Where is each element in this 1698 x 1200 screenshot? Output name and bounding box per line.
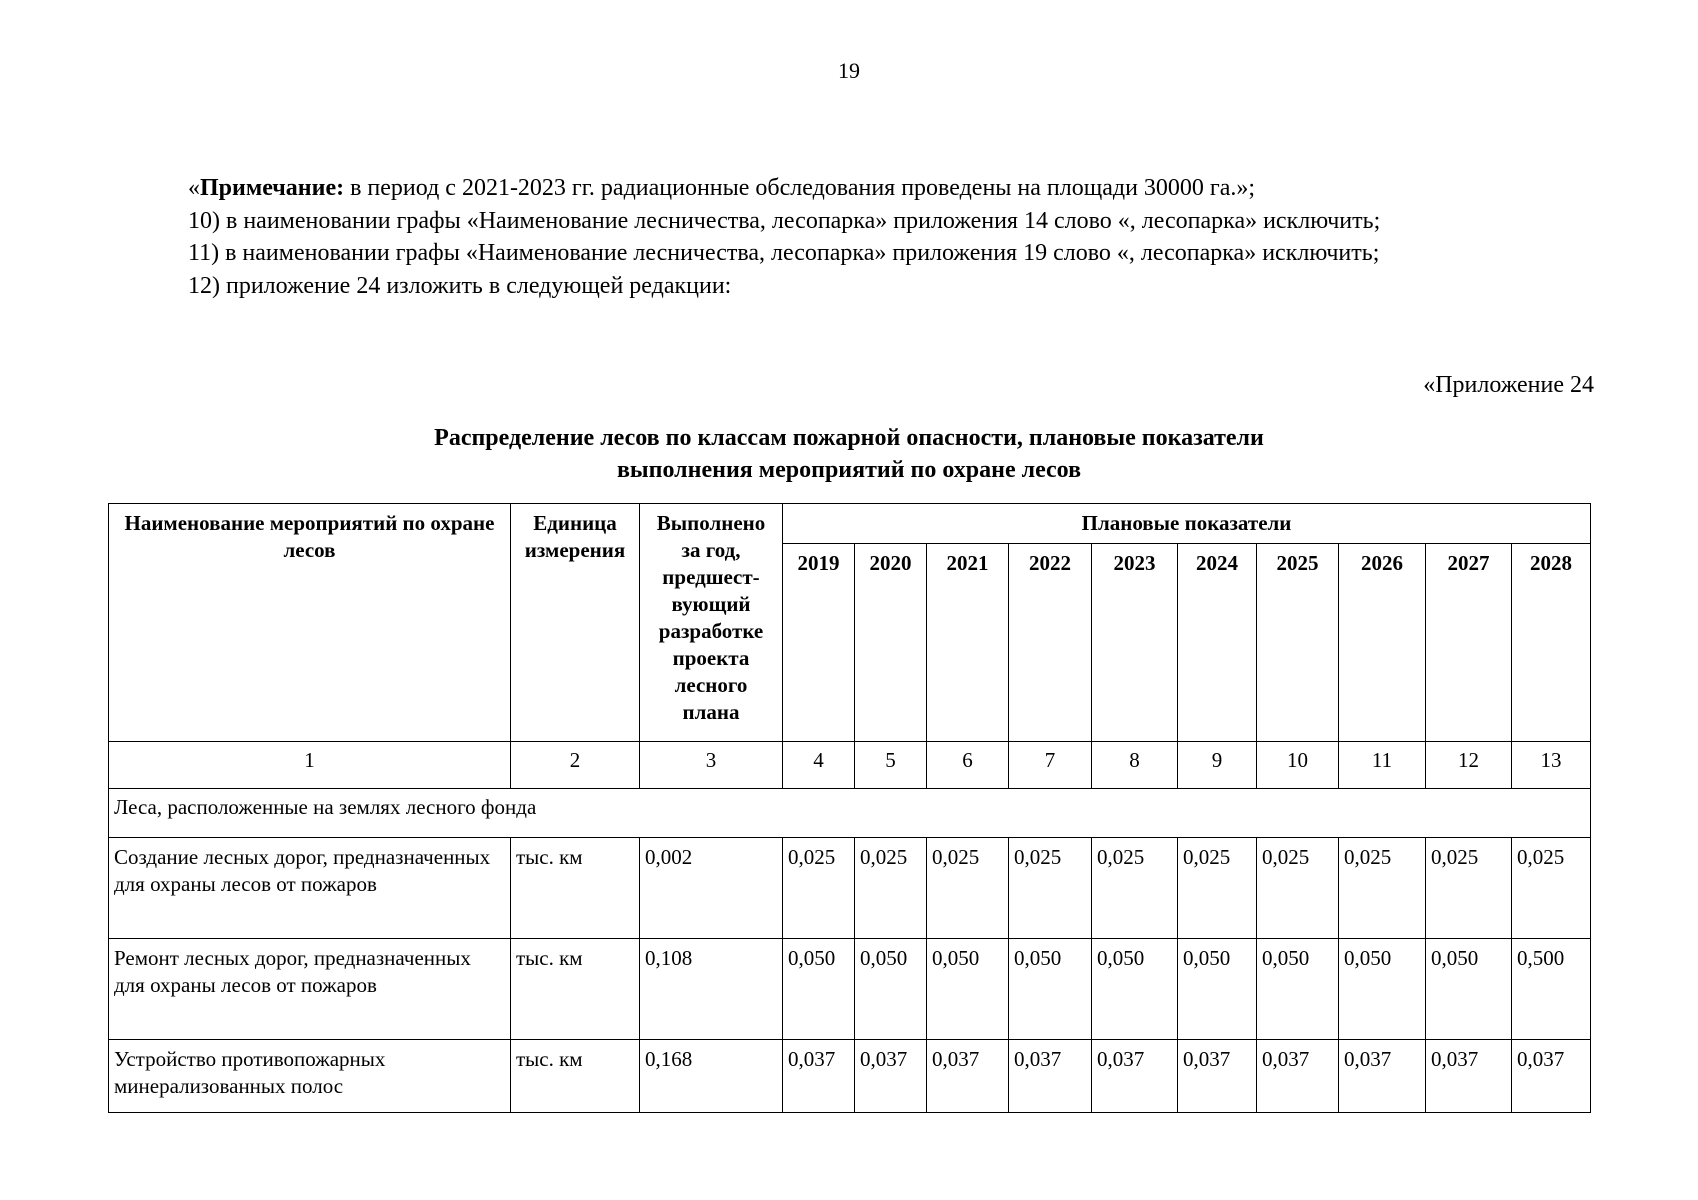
body-text — [116, 172, 1594, 302]
year-value: 0,025 — [783, 838, 855, 939]
paragraph-item-10: 10) в наименовании графы «Наименование лесничества, лесопарка» приложения 14 слово «, лесопарка» исключить; — [188, 207, 1381, 234]
previous-value: 0,168 — [640, 1040, 783, 1113]
year-value: 0,050 — [1092, 939, 1178, 1040]
table-row — [109, 838, 1591, 939]
note-text: в период с 2021-2023 гг. радиационные обследования проведены на площади 30000 га.»; — [344, 175, 1256, 201]
unit-cell: тыс. км — [511, 1040, 640, 1113]
year-value: 0,037 — [1512, 1040, 1591, 1113]
table-title-line-1: Распределение лесов по классам пожарной опасности, плановые показатели — [434, 425, 1264, 451]
year-value: 0,037 — [855, 1040, 927, 1113]
unit-cell: тыс. км — [511, 939, 640, 1040]
year-value: 0,025 — [1426, 838, 1512, 939]
header-year: 2020 — [855, 544, 927, 742]
section-row — [109, 789, 1591, 838]
year-value: 0,025 — [1009, 838, 1092, 939]
year-value: 0,037 — [927, 1040, 1009, 1113]
year-value: 0,050 — [1009, 939, 1092, 1040]
year-value: 0,037 — [1426, 1040, 1512, 1113]
activity-name: Устройство противопожарных минерализованных полос — [109, 1040, 511, 1113]
header-previous: Выполнено за год, предшест- вующий разработке проекта лесного плана — [640, 504, 783, 742]
activity-name: Создание лесных дорог, предназначенных для охраны лесов от пожаров — [109, 838, 511, 939]
year-value: 0,037 — [1257, 1040, 1339, 1113]
column-number: 3 — [640, 742, 783, 789]
year-value: 0,050 — [1339, 939, 1426, 1040]
year-value: 0,037 — [1178, 1040, 1257, 1113]
year-value: 0,025 — [927, 838, 1009, 939]
table-row — [109, 939, 1591, 1040]
table-title — [0, 422, 1698, 486]
section-title: Леса, расположенные на землях лесного фонда — [109, 789, 1591, 838]
year-value: 0,037 — [1092, 1040, 1178, 1113]
column-number: 5 — [855, 742, 927, 789]
year-value: 0,037 — [1339, 1040, 1426, 1113]
year-value: 0,025 — [855, 838, 927, 939]
year-value: 0,050 — [1257, 939, 1339, 1040]
header-year: 2027 — [1426, 544, 1512, 742]
table-row — [109, 1040, 1591, 1113]
year-value: 0,037 — [1009, 1040, 1092, 1113]
year-value: 0,050 — [927, 939, 1009, 1040]
column-number: 10 — [1257, 742, 1339, 789]
header-year: 2023 — [1092, 544, 1178, 742]
header-year: 2026 — [1339, 544, 1426, 742]
column-number: 12 — [1426, 742, 1512, 789]
header-year: 2025 — [1257, 544, 1339, 742]
year-value: 0,050 — [783, 939, 855, 1040]
header-planned: Плановые показатели — [783, 504, 1591, 544]
column-number: 9 — [1178, 742, 1257, 789]
header-activity: Наименование мероприятий по охране лесов — [109, 504, 511, 742]
year-value: 0,025 — [1092, 838, 1178, 939]
header-row-1 — [109, 504, 1591, 544]
header-year: 2021 — [927, 544, 1009, 742]
year-value: 0,025 — [1178, 838, 1257, 939]
year-value: 0,037 — [783, 1040, 855, 1113]
paragraph-note — [116, 172, 1594, 205]
year-value: 0,025 — [1257, 838, 1339, 939]
header-unit: Единица измерения — [511, 504, 640, 742]
year-value: 0,050 — [1178, 939, 1257, 1040]
column-number: 7 — [1009, 742, 1092, 789]
column-number: 2 — [511, 742, 640, 789]
column-number: 4 — [783, 742, 855, 789]
note-label: Примечание: — [200, 175, 345, 201]
previous-value: 0,108 — [640, 939, 783, 1040]
column-number-row — [109, 742, 1591, 789]
unit-cell: тыс. км — [511, 838, 640, 939]
paragraph-item-12: 12) приложение 24 изложить в следующей редакции: — [188, 272, 732, 299]
forest-protection-table — [108, 503, 1591, 1113]
column-number: 13 — [1512, 742, 1591, 789]
header-year: 2028 — [1512, 544, 1591, 742]
quote-mark: « — [188, 175, 200, 201]
year-value: 0,025 — [1339, 838, 1426, 939]
activity-name: Ремонт лесных дорог, предназначенных для охраны лесов от пожаров — [109, 939, 511, 1040]
page-number: 19 — [838, 58, 860, 83]
previous-value: 0,002 — [640, 838, 783, 939]
header-year: 2019 — [783, 544, 855, 742]
column-number: 6 — [927, 742, 1009, 789]
year-value: 0,050 — [1426, 939, 1512, 1040]
column-number: 11 — [1339, 742, 1426, 789]
year-value: 0,025 — [1512, 838, 1591, 939]
header-year: 2022 — [1009, 544, 1092, 742]
column-number: 1 — [109, 742, 511, 789]
header-year: 2024 — [1178, 544, 1257, 742]
column-number: 8 — [1092, 742, 1178, 789]
appendix-reference: «Приложение 24 — [1423, 372, 1594, 398]
table-title-line-2: выполнения мероприятий по охране лесов — [616, 457, 1082, 483]
paragraph-item-11: 11) в наименовании графы «Наименование лесничества, лесопарка» приложения 19 слово «, лесопарка» исключить; — [188, 240, 1380, 266]
year-value: 0,500 — [1512, 939, 1591, 1040]
year-value: 0,050 — [855, 939, 927, 1040]
